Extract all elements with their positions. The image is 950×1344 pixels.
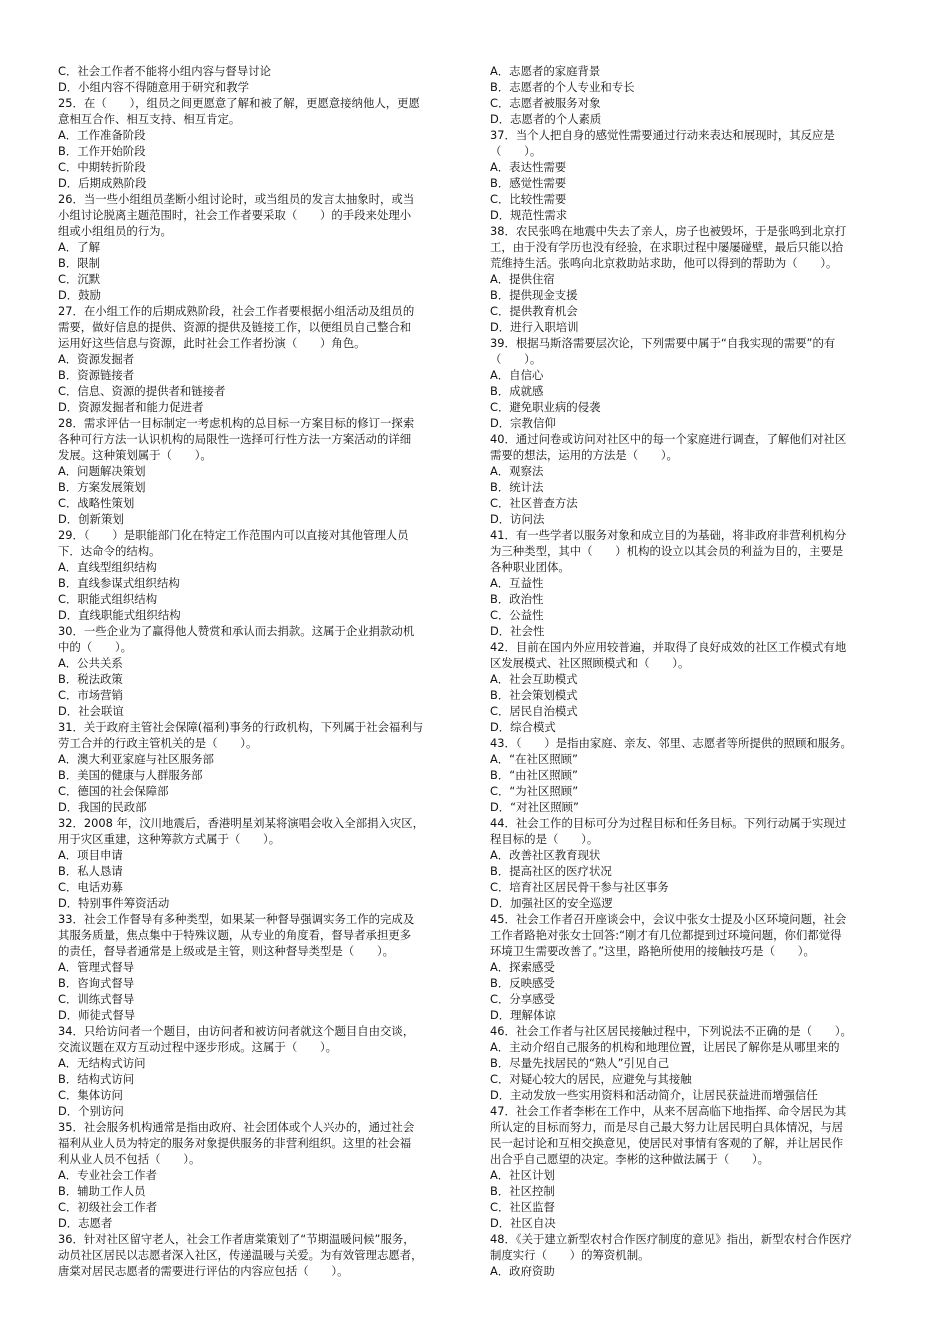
text-line: A．提供住宿 bbox=[490, 272, 555, 286]
text-line: 所认定的目标而努力，而是尽自己最大努力让居民明白具体情况，与居 bbox=[490, 1120, 844, 1134]
text-line: 需要，做好信息的提供、资源的提供及链接工作，以便组员自己整合和 bbox=[58, 320, 412, 334]
text-line: A．公共关系 bbox=[58, 656, 123, 670]
text-line: C．志愿者被服务对象 bbox=[490, 96, 601, 110]
text-line: A．专业社会工作者 bbox=[58, 1168, 157, 1182]
text-line: B．私人恳请 bbox=[58, 864, 123, 878]
text-line: 35．社会服务机构通常是指由政府、社会团体或个人兴办的，通过社会 bbox=[58, 1120, 415, 1134]
text-line: A．政府资助 bbox=[490, 1264, 555, 1278]
text-line: C．战略性策划 bbox=[58, 496, 135, 510]
text-line: 28．需求评估一目标制定一考虑机构的总目标一方案目标的修订一探索 bbox=[58, 416, 415, 430]
text-line: 工作者路艳对张女士回答:“刚才有几位都提到过环境问题，你们都觉得 bbox=[490, 928, 842, 942]
text-line: B．志愿者的个人专业和专长 bbox=[490, 80, 635, 94]
text-line: D．社区自决 bbox=[490, 1216, 556, 1230]
text-line: 组或小组组员的行为。 bbox=[58, 224, 172, 238]
text-line: A．表达性需要 bbox=[490, 160, 567, 174]
text-line: B．美国的健康与人群服务部 bbox=[58, 768, 203, 782]
text-line: A．资源发掘者 bbox=[58, 352, 135, 366]
text-line: C．提供教育机会 bbox=[490, 304, 578, 318]
text-line: （ ）。 bbox=[490, 352, 542, 366]
text-line: B．社会策划模式 bbox=[490, 688, 578, 702]
text-line: 下．达命令的结构。 bbox=[58, 544, 161, 558]
text-line: A．工作准备阶段 bbox=[58, 128, 146, 142]
text-line: C．集体访问 bbox=[58, 1088, 123, 1102]
text-line: 各种可行方法一认识机构的局限性一选择可行性方法一方案活动的详细 bbox=[58, 432, 412, 446]
text-line: A．问题解决策划 bbox=[58, 464, 146, 478]
text-line: 47．社会工作者李彬在工作中，从来不居高临下地指挥、命令居民为其 bbox=[490, 1104, 847, 1118]
text-line: C．公益性 bbox=[490, 608, 544, 622]
text-line: 43．（ ）是指由家庭、亲友、邻里、志愿者等所提供的照顾和服务。 bbox=[490, 736, 852, 750]
text-line: 唐棠对居民志愿者的需要进行评估的内容应包括（ ）。 bbox=[58, 1264, 349, 1278]
text-line: 42．目前在国内外应用较普遍，并取得了良好成效的社区工作模式有地 bbox=[490, 640, 847, 654]
text-line: 各种职业团体。 bbox=[490, 560, 570, 574]
text-line: 39．根据马斯洛需要层次论，下列需要中属于“自我实现的需要”的有 bbox=[490, 336, 836, 350]
text-line: D．规范性需求 bbox=[490, 208, 568, 222]
text-line: C．对疑心较大的居民，应避免与其接触 bbox=[490, 1072, 692, 1086]
text-line: D．社会联谊 bbox=[58, 704, 124, 718]
text-line: B．资源链接者 bbox=[58, 368, 135, 382]
text-line: 用于灾区重建，这种筹款方式属于（ ）。 bbox=[58, 832, 281, 846]
text-line: C．避免职业病的侵袭 bbox=[490, 400, 601, 414]
text-line: D．理解体谅 bbox=[490, 1008, 556, 1022]
text-line: B．税法政策 bbox=[58, 672, 123, 686]
text-line: 福利从业人员为特定的服务对象提供服务的非营利组织。这里的社会福 bbox=[58, 1136, 412, 1150]
text-line: 38．农民张鸣在地震中失去了亲人，房子也被毁坏，于是张鸣到北京打 bbox=[490, 224, 847, 238]
text-line: 发展。这种策划属于（ ）。 bbox=[58, 448, 212, 462]
text-line: C．训练式督导 bbox=[58, 992, 135, 1006]
text-line: B．“由社区照顾” bbox=[490, 768, 578, 782]
left-column bbox=[58, 63, 460, 1279]
right-column bbox=[490, 63, 892, 1279]
text-line: D．社会性 bbox=[490, 624, 545, 638]
text-line: C．德国的社会保障部 bbox=[58, 784, 169, 798]
text-line: B．统计法 bbox=[490, 480, 544, 494]
text-line: D．综合模式 bbox=[490, 720, 556, 734]
text-line: B．辅助工作人员 bbox=[58, 1184, 146, 1198]
text-line: 民一起讨论和互相交换意见，使居民对事情有客观的了解，并让居民作 bbox=[490, 1136, 844, 1150]
text-line: B．反映感受 bbox=[490, 976, 555, 990]
text-line: A．自信心 bbox=[490, 368, 544, 382]
text-line: D．“对社区照顾” bbox=[490, 800, 579, 814]
text-line: D．加强社区的安全巡逻 bbox=[490, 896, 613, 910]
text-line: A．互益性 bbox=[490, 576, 544, 590]
text-line: C．职能式组织结构 bbox=[58, 592, 158, 606]
text-line: C．电话劝募 bbox=[58, 880, 123, 894]
text-line: B．结构式访问 bbox=[58, 1072, 135, 1086]
text-line: A．“在社区照顾” bbox=[490, 752, 578, 766]
text-line: 小组讨论脱离主题范围时，社会工作者要采取（ ）的手段来处理小 bbox=[58, 208, 412, 222]
text-line: C．中期转折阶段 bbox=[58, 160, 146, 174]
text-line: A．社会互助模式 bbox=[490, 672, 578, 686]
text-line: B．尽量先找居民的“熟人”引见自己 bbox=[490, 1056, 670, 1070]
text-line: 意相互合作、相互支持、相互肯定。 bbox=[58, 112, 241, 126]
text-line: 45．社会工作者召开座谈会中，会议中张女士提及小区环境问题，社会 bbox=[490, 912, 847, 926]
text-line: D．特别事件筹资活动 bbox=[58, 896, 170, 910]
text-line: 动员社区居民以志愿者深入社区，传递温暖与关爱。为有效管理志愿者， bbox=[58, 1248, 423, 1262]
text-line: D．进行入职培训 bbox=[490, 320, 579, 334]
text-line: D．师徒式督导 bbox=[58, 1008, 136, 1022]
text-line: B．咨询式督导 bbox=[58, 976, 135, 990]
text-line: C．市场营销 bbox=[58, 688, 123, 702]
text-line: 运用好这些信息与资源，此时社会工作者扮演（ ）角色。 bbox=[58, 336, 366, 350]
text-line: D．宗教信仰 bbox=[490, 416, 556, 430]
text-line: 制度实行（ ）的筹资机制。 bbox=[490, 1248, 650, 1262]
text-line: C．分享感受 bbox=[490, 992, 555, 1006]
text-line: 36．针对社区留守老人，社会工作者唐棠策划了“节期温暖问候”服务， bbox=[58, 1232, 415, 1246]
text-line: D．后期成熟阶段 bbox=[58, 176, 147, 190]
text-line: 的责任，督导者通常是上级或是主管，则这种督导类型是（ ）。 bbox=[58, 944, 395, 958]
text-line: C．“为社区照顾” bbox=[490, 784, 579, 798]
text-line: D．小组内容不得随意用于研究和教学 bbox=[58, 80, 250, 94]
text-line: A．管理式督导 bbox=[58, 960, 135, 974]
text-line: B．方案发展策划 bbox=[58, 480, 146, 494]
text-line: D．资源发掘者和能力促进者 bbox=[58, 400, 204, 414]
text-line: C．沉默 bbox=[58, 272, 101, 286]
text-line: D．志愿者的个人素质 bbox=[490, 112, 602, 126]
text-line: 为三种类型，其中（ ）机构的设立以其会员的利益为目的，主要是 bbox=[490, 544, 844, 558]
text-line: D．主动发放一些实用资料和活动简介，让居民获益进而增强信任 bbox=[490, 1088, 818, 1102]
text-line: A．直线型组织结构 bbox=[58, 560, 157, 574]
text-line: 46．社会工作者与社区居民接触过程中，下列说法不正确的是（ ）。 bbox=[490, 1024, 852, 1038]
text-line: C．社区监督 bbox=[490, 1200, 555, 1214]
text-line: D．创新策划 bbox=[58, 512, 124, 526]
text-line: 29．（ ）是职能部门化在特定工作范围内可以直接对其他管理人员 bbox=[58, 528, 409, 542]
text-line: 40．通过问卷或访问对社区中的每一个家庭进行调查，了解他们对社区 bbox=[490, 432, 847, 446]
text-line: 41．有一些学者以服务对象和成立目的为基础，将非政府非营利机构分 bbox=[490, 528, 847, 542]
text-line: 荒维持生活。张鸣向北京救助站求助，他可以得到的帮助为（ ）。 bbox=[490, 256, 838, 270]
text-line: A．志愿者的家庭背景 bbox=[490, 64, 601, 78]
text-line: 33．社会工作督导有多种类型，如果某一种督导强调实务工作的完成及 bbox=[58, 912, 415, 926]
text-line: 交流议题在双方互动过程中逐步形成。这属于（ ）。 bbox=[58, 1040, 338, 1054]
text-line: C．比较性需要 bbox=[490, 192, 567, 206]
text-line: B．政治性 bbox=[490, 592, 544, 606]
text-line: C．培育社区居民骨干参与社区事务 bbox=[490, 880, 669, 894]
text-line: 劳工合并的行政主管机关的是（ ）。 bbox=[58, 736, 258, 750]
text-line: B．限制 bbox=[58, 256, 100, 270]
text-line: A．无结构式访问 bbox=[58, 1056, 146, 1070]
text-line: A．改善社区教育现状 bbox=[490, 848, 601, 862]
text-line: 48．《关于建立新型农村合作医疗制度的意见》指出，新型农村合作医疗 bbox=[490, 1232, 852, 1246]
text-line: 区发展模式、社区照顾模式和（ ）。 bbox=[490, 656, 690, 670]
text-line: B．工作开始阶段 bbox=[58, 144, 146, 158]
text-line: 需要的想法，运用的方法是（ ）。 bbox=[490, 448, 678, 462]
text-line: 31．关于政府主管社会保障(福利)事务的行政机构，下列属于社会福利与 bbox=[58, 720, 424, 734]
text-line: B．直线参谋式组织结构 bbox=[58, 576, 180, 590]
text-line: 25．在（ ），组员之间更愿意了解和被了解，更愿意接纳他人，更愿 bbox=[58, 96, 420, 110]
text-line: C．居民自治模式 bbox=[490, 704, 578, 718]
text-line: 32．2008 年，汶川地震后，香港明星刘某将演唱会收入全部捐入灾区， bbox=[58, 816, 425, 830]
text-line: 其服务质量，焦点集中于特殊议题，从专业的角度看，督导者承担更多 bbox=[58, 928, 412, 942]
text-line: A．观察法 bbox=[490, 464, 544, 478]
text-line: C．社区普查方法 bbox=[490, 496, 578, 510]
text-line: B．社区控制 bbox=[490, 1184, 555, 1198]
text-line: B．感觉性需要 bbox=[490, 176, 567, 190]
text-line: B．成就感 bbox=[490, 384, 544, 398]
text-line: 环境卫生需要改善了。”这里，路艳所使用的接触技巧是（ ）。 bbox=[490, 944, 815, 958]
text-line: A．澳大利亚家庭与社区服务部 bbox=[58, 752, 214, 766]
text-line: D．志愿者 bbox=[58, 1216, 113, 1230]
text-line: B．提供现金支援 bbox=[490, 288, 578, 302]
text-line: 利从业人员不包括（ ）。 bbox=[58, 1152, 201, 1166]
text-line: 37．当个人把自身的感觉性需要通过行动来表达和展现时，其反应是 bbox=[490, 128, 835, 142]
text-line: （ ）。 bbox=[490, 144, 542, 158]
text-line: A．主动介绍自己服务的机构和地理位置，让居民了解你是从哪里来的 bbox=[490, 1040, 840, 1054]
text-line: 30．一些企业为了赢得他人赞赏和承认而去捐款。这属于企业捐款动机 bbox=[58, 624, 415, 638]
text-line: B．提高社区的医疗状况 bbox=[490, 864, 612, 878]
text-line: A．社区计划 bbox=[490, 1168, 555, 1182]
text-line: D．个别访问 bbox=[58, 1104, 124, 1118]
text-line: C．社会工作者不能将小组内容与督导讨论 bbox=[58, 64, 271, 78]
text-line: 26．当一些小组组员垄断小组讨论时，或当组员的发言太抽象时，或当 bbox=[58, 192, 415, 206]
text-line: 34．只给访问者一个题目，由访问者和被访问者就这个题目自由交谈， bbox=[58, 1024, 415, 1038]
text-line: 44．社会工作的目标可分为过程目标和任务目标。下列行动属于实现过 bbox=[490, 816, 847, 830]
text-line: A．探索感受 bbox=[490, 960, 555, 974]
text-line: D．访问法 bbox=[490, 512, 545, 526]
text-line: D．鼓励 bbox=[58, 288, 101, 302]
text-line: 出合乎自己愿望的决定。李彬的这种做法属于（ ）。 bbox=[490, 1152, 770, 1166]
text-line: D．直线职能式组织结构 bbox=[58, 608, 181, 622]
text-line: A．项目申请 bbox=[58, 848, 123, 862]
text-line: 27．在小组工作的后期成熟阶段，社会工作者要根据小组活动及组员的 bbox=[58, 304, 415, 318]
text-line: A．了解 bbox=[58, 240, 100, 254]
text-line: C．信息、资源的提供者和链接者 bbox=[58, 384, 226, 398]
text-line: C．初级社会工作者 bbox=[58, 1200, 158, 1214]
text-line: 中的（ ）。 bbox=[58, 640, 133, 654]
text-line: 程目标的是（ ）。 bbox=[490, 832, 599, 846]
text-line: D．我国的民政部 bbox=[58, 800, 147, 814]
text-line: 工，由于没有学历也没有经验，在求职过程中屡屡碰壁，最后只能以拾 bbox=[490, 240, 844, 254]
